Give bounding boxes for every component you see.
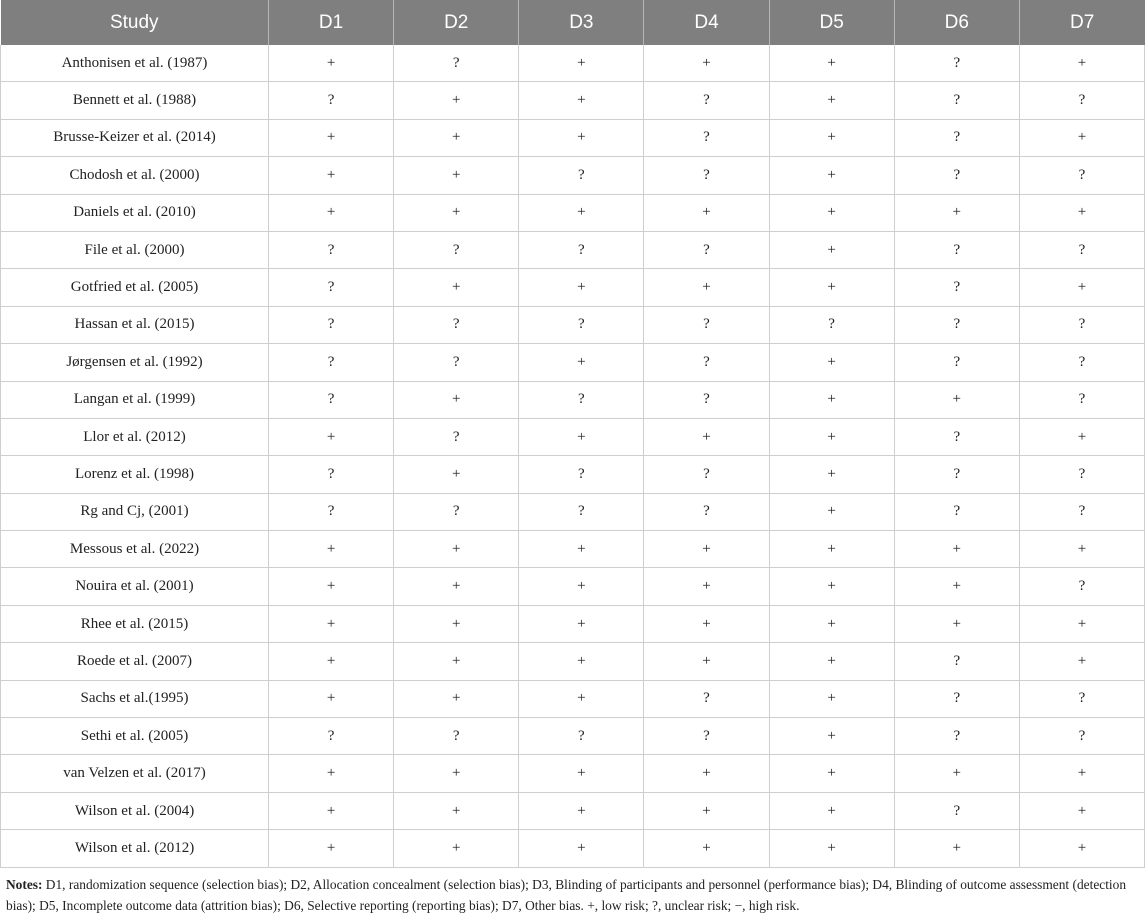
study-cell: Langan et al. (1999)	[1, 381, 269, 418]
risk-cell-d7: +	[1019, 119, 1144, 156]
study-cell: Rhee et al. (2015)	[1, 605, 269, 642]
risk-cell-d6: ?	[894, 231, 1019, 268]
risk-cell-d6: ?	[894, 680, 1019, 717]
risk-cell-d1: +	[269, 605, 394, 642]
notes-text: D1, randomization sequence (selection bias); D2, Allocation concealment (selection bias); D3, Blinding of participants and personnel (performance bias); D4, Blinding of outcome assessment (detection bias); D5, Incomplete outcome data (attrition bias); D6, Selective reporting (reporting bias); D7, Other bias. +, low risk; ?, unclear risk; −, high risk.	[6, 877, 1127, 913]
header-d2: D2	[394, 0, 519, 45]
risk-cell-d2: +	[394, 531, 519, 568]
risk-cell-d1: +	[269, 568, 394, 605]
risk-cell-d7: ?	[1019, 157, 1144, 194]
risk-cell-d6: ?	[894, 306, 1019, 343]
risk-cell-d3: +	[519, 605, 644, 642]
table-row	[1, 680, 1145, 717]
risk-cell-d3: +	[519, 269, 644, 306]
risk-cell-d7: +	[1019, 792, 1144, 829]
risk-cell-d2: ?	[394, 344, 519, 381]
risk-cell-d4: +	[644, 792, 769, 829]
risk-cell-d1: +	[269, 194, 394, 231]
risk-cell-d2: +	[394, 755, 519, 792]
risk-cell-d7: +	[1019, 194, 1144, 231]
risk-cell-d1: ?	[269, 306, 394, 343]
notes-label: Notes:	[6, 877, 43, 892]
risk-cell-d7: ?	[1019, 82, 1144, 119]
risk-cell-d1: ?	[269, 82, 394, 119]
study-cell: Roede et al. (2007)	[1, 643, 269, 680]
risk-cell-d3: ?	[519, 306, 644, 343]
study-cell: Jørgensen et al. (1992)	[1, 344, 269, 381]
table-row	[1, 418, 1145, 455]
table-row	[1, 792, 1145, 829]
risk-cell-d5: +	[769, 381, 894, 418]
risk-cell-d4: ?	[644, 306, 769, 343]
risk-cell-d5: +	[769, 531, 894, 568]
table-row	[1, 568, 1145, 605]
table-row	[1, 344, 1145, 381]
study-cell: File et al. (2000)	[1, 231, 269, 268]
risk-cell-d3: +	[519, 119, 644, 156]
risk-cell-d5: +	[769, 755, 894, 792]
risk-cell-d1: ?	[269, 231, 394, 268]
risk-cell-d2: +	[394, 119, 519, 156]
risk-cell-d1: +	[269, 418, 394, 455]
risk-cell-d2: +	[394, 194, 519, 231]
study-cell: Lorenz et al. (1998)	[1, 456, 269, 493]
risk-cell-d5: +	[769, 119, 894, 156]
study-cell: Gotfried et al. (2005)	[1, 269, 269, 306]
risk-cell-d1: ?	[269, 344, 394, 381]
risk-cell-d4: ?	[644, 157, 769, 194]
risk-cell-d2: ?	[394, 418, 519, 455]
risk-cell-d6: +	[894, 830, 1019, 867]
risk-cell-d6: ?	[894, 45, 1019, 82]
table-notes	[6, 874, 1141, 916]
risk-cell-d5: +	[769, 605, 894, 642]
risk-cell-d2: +	[394, 568, 519, 605]
risk-cell-d4: ?	[644, 456, 769, 493]
risk-cell-d7: ?	[1019, 381, 1144, 418]
risk-cell-d3: ?	[519, 718, 644, 755]
risk-cell-d1: +	[269, 643, 394, 680]
risk-cell-d7: ?	[1019, 568, 1144, 605]
risk-cell-d2: ?	[394, 493, 519, 530]
risk-cell-d5: +	[769, 830, 894, 867]
risk-cell-d4: +	[644, 418, 769, 455]
risk-cell-d2: +	[394, 157, 519, 194]
risk-cell-d5: +	[769, 418, 894, 455]
table-body	[1, 45, 1145, 867]
risk-cell-d4: ?	[644, 82, 769, 119]
table-row	[1, 82, 1145, 119]
risk-cell-d1: +	[269, 157, 394, 194]
risk-cell-d5: ?	[769, 306, 894, 343]
table-row	[1, 755, 1145, 792]
table-row	[1, 231, 1145, 268]
risk-cell-d4: +	[644, 755, 769, 792]
table-row	[1, 605, 1145, 642]
table-row	[1, 194, 1145, 231]
risk-cell-d2: ?	[394, 306, 519, 343]
header-d3: D3	[519, 0, 644, 45]
header-d1: D1	[269, 0, 394, 45]
study-cell: Bennett et al. (1988)	[1, 82, 269, 119]
risk-cell-d3: +	[519, 792, 644, 829]
risk-cell-d5: +	[769, 680, 894, 717]
risk-cell-d2: +	[394, 381, 519, 418]
study-cell: Daniels et al. (2010)	[1, 194, 269, 231]
header-d5: D5	[769, 0, 894, 45]
study-cell: Chodosh et al. (2000)	[1, 157, 269, 194]
study-cell: Wilson et al. (2012)	[1, 830, 269, 867]
risk-cell-d7: +	[1019, 45, 1144, 82]
table-row	[1, 157, 1145, 194]
table-row	[1, 830, 1145, 867]
risk-cell-d4: ?	[644, 680, 769, 717]
header-d7: D7	[1019, 0, 1144, 45]
risk-cell-d7: +	[1019, 605, 1144, 642]
table-row	[1, 531, 1145, 568]
risk-cell-d1: ?	[269, 269, 394, 306]
risk-cell-d1: ?	[269, 381, 394, 418]
risk-cell-d7: ?	[1019, 306, 1144, 343]
risk-cell-d1: +	[269, 792, 394, 829]
study-cell: Sachs et al.(1995)	[1, 680, 269, 717]
risk-cell-d7: ?	[1019, 493, 1144, 530]
risk-cell-d7: +	[1019, 269, 1144, 306]
risk-cell-d7: ?	[1019, 231, 1144, 268]
risk-cell-d4: +	[644, 45, 769, 82]
risk-cell-d5: +	[769, 45, 894, 82]
risk-cell-d7: +	[1019, 755, 1144, 792]
risk-cell-d7: +	[1019, 830, 1144, 867]
risk-cell-d6: ?	[894, 792, 1019, 829]
risk-cell-d5: +	[769, 269, 894, 306]
risk-cell-d3: ?	[519, 157, 644, 194]
risk-cell-d3: +	[519, 643, 644, 680]
risk-cell-d7: +	[1019, 531, 1144, 568]
risk-cell-d6: ?	[894, 269, 1019, 306]
risk-cell-d3: +	[519, 344, 644, 381]
risk-cell-d2: +	[394, 82, 519, 119]
table-row	[1, 718, 1145, 755]
risk-cell-d1: +	[269, 680, 394, 717]
risk-cell-d3: +	[519, 568, 644, 605]
risk-cell-d4: +	[644, 269, 769, 306]
risk-cell-d4: ?	[644, 119, 769, 156]
risk-cell-d1: +	[269, 531, 394, 568]
risk-cell-d7: ?	[1019, 680, 1144, 717]
risk-cell-d6: +	[894, 531, 1019, 568]
risk-cell-d3: +	[519, 418, 644, 455]
study-cell: Wilson et al. (2004)	[1, 792, 269, 829]
header-d6: D6	[894, 0, 1019, 45]
risk-cell-d2: +	[394, 456, 519, 493]
risk-cell-d4: ?	[644, 718, 769, 755]
study-cell: Rg and Cj, (2001)	[1, 493, 269, 530]
risk-cell-d1: ?	[269, 718, 394, 755]
table-row	[1, 493, 1145, 530]
risk-cell-d7: ?	[1019, 344, 1144, 381]
risk-cell-d4: +	[644, 194, 769, 231]
risk-cell-d2: ?	[394, 45, 519, 82]
risk-cell-d2: +	[394, 830, 519, 867]
risk-cell-d3: ?	[519, 456, 644, 493]
risk-cell-d7: ?	[1019, 456, 1144, 493]
risk-cell-d6: ?	[894, 643, 1019, 680]
study-cell: Nouira et al. (2001)	[1, 568, 269, 605]
risk-cell-d2: +	[394, 643, 519, 680]
risk-cell-d1: +	[269, 830, 394, 867]
risk-cell-d5: +	[769, 157, 894, 194]
risk-cell-d7: +	[1019, 643, 1144, 680]
risk-cell-d6: +	[894, 605, 1019, 642]
study-cell: van Velzen et al. (2017)	[1, 755, 269, 792]
risk-cell-d1: ?	[269, 493, 394, 530]
risk-cell-d6: ?	[894, 718, 1019, 755]
study-cell: Hassan et al. (2015)	[1, 306, 269, 343]
risk-cell-d6: +	[894, 568, 1019, 605]
table-row	[1, 456, 1145, 493]
risk-cell-d4: ?	[644, 493, 769, 530]
risk-cell-d6: ?	[894, 157, 1019, 194]
risk-cell-d5: +	[769, 82, 894, 119]
risk-cell-d1: ?	[269, 456, 394, 493]
risk-cell-d6: ?	[894, 82, 1019, 119]
table-row	[1, 269, 1145, 306]
table-row	[1, 381, 1145, 418]
risk-cell-d6: ?	[894, 418, 1019, 455]
risk-cell-d4: ?	[644, 381, 769, 418]
risk-cell-d2: +	[394, 792, 519, 829]
risk-cell-d4: +	[644, 531, 769, 568]
study-cell: Messous et al. (2022)	[1, 531, 269, 568]
risk-cell-d2: ?	[394, 718, 519, 755]
risk-cell-d2: ?	[394, 231, 519, 268]
risk-cell-d4: +	[644, 830, 769, 867]
study-cell: Brusse-Keizer et al. (2014)	[1, 119, 269, 156]
risk-cell-d5: +	[769, 456, 894, 493]
risk-cell-d6: ?	[894, 344, 1019, 381]
risk-cell-d1: +	[269, 755, 394, 792]
risk-cell-d5: +	[769, 194, 894, 231]
risk-cell-d2: +	[394, 269, 519, 306]
risk-cell-d2: +	[394, 605, 519, 642]
risk-cell-d3: +	[519, 194, 644, 231]
table-row	[1, 643, 1145, 680]
risk-cell-d5: +	[769, 643, 894, 680]
risk-cell-d3: +	[519, 755, 644, 792]
risk-cell-d4: ?	[644, 344, 769, 381]
risk-cell-d3: ?	[519, 493, 644, 530]
study-cell: Llor et al. (2012)	[1, 418, 269, 455]
study-cell: Sethi et al. (2005)	[1, 718, 269, 755]
risk-cell-d6: +	[894, 381, 1019, 418]
table-row	[1, 119, 1145, 156]
risk-cell-d3: ?	[519, 381, 644, 418]
risk-cell-d1: +	[269, 45, 394, 82]
risk-cell-d4: ?	[644, 231, 769, 268]
risk-cell-d3: +	[519, 82, 644, 119]
risk-cell-d5: +	[769, 231, 894, 268]
risk-cell-d5: +	[769, 344, 894, 381]
risk-cell-d6: ?	[894, 456, 1019, 493]
study-cell: Anthonisen et al. (1987)	[1, 45, 269, 82]
table-header-row	[1, 0, 1145, 45]
table-row	[1, 45, 1145, 82]
header-d4: D4	[644, 0, 769, 45]
risk-cell-d4: +	[644, 568, 769, 605]
risk-cell-d3: ?	[519, 231, 644, 268]
risk-cell-d3: +	[519, 680, 644, 717]
risk-cell-d3: +	[519, 45, 644, 82]
risk-cell-d3: +	[519, 531, 644, 568]
risk-cell-d5: +	[769, 718, 894, 755]
risk-cell-d7: ?	[1019, 718, 1144, 755]
risk-cell-d5: +	[769, 792, 894, 829]
risk-cell-d4: +	[644, 643, 769, 680]
risk-cell-d6: ?	[894, 493, 1019, 530]
risk-cell-d6: +	[894, 194, 1019, 231]
risk-cell-d6: ?	[894, 119, 1019, 156]
risk-cell-d4: +	[644, 605, 769, 642]
risk-cell-d5: +	[769, 568, 894, 605]
risk-cell-d6: +	[894, 755, 1019, 792]
risk-cell-d5: +	[769, 493, 894, 530]
risk-cell-d1: +	[269, 119, 394, 156]
risk-cell-d2: +	[394, 680, 519, 717]
header-study: Study	[1, 0, 269, 45]
table-row	[1, 306, 1145, 343]
risk-cell-d7: +	[1019, 418, 1144, 455]
risk-cell-d3: +	[519, 830, 644, 867]
